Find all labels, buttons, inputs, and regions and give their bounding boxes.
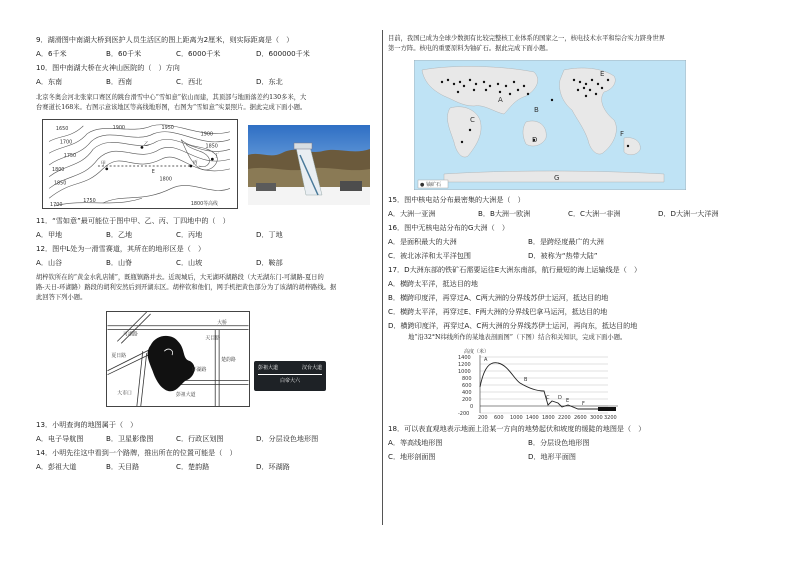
option-c: C．山坡 [176, 258, 203, 267]
contour-map [42, 119, 238, 209]
option-a: A．大洲一亚洲 [388, 209, 436, 218]
profile-letter-f: F [582, 401, 585, 407]
map-letter-e: E [600, 70, 605, 78]
x-tick: 600 [494, 415, 504, 421]
road-sign-left: 彭祖大道 [258, 365, 279, 371]
map-label: 大桥 [217, 319, 227, 326]
contour-label: 1850 [205, 143, 218, 150]
option-d: D．鞍部 [256, 258, 283, 267]
option-c: C．6000千米 [176, 49, 221, 58]
option-b: B．乙地 [106, 230, 133, 239]
option-c: C．行政区划图 [176, 434, 224, 443]
option-a: A．彭祖大道 [36, 462, 77, 471]
option-a: A．6千米 [36, 49, 67, 58]
y-tick: 600 [462, 383, 472, 389]
road-sign-right: 汉台大道 [301, 365, 322, 371]
option-a: A．电子导航图 [36, 434, 84, 443]
option-c: C．地形剖面图 [388, 452, 436, 461]
contour-label: 1700 [59, 139, 73, 146]
contour-label: 1750 [63, 153, 77, 160]
figure-row-profile [388, 347, 768, 423]
map-label: 环湖路 [191, 366, 207, 373]
x-tick: 3200 [604, 415, 617, 421]
option-b: B．横跨印度洋，再穿过A、C两大洲的分界线苏伊士运河，抵达目的地 [388, 293, 609, 302]
point-bing [189, 165, 192, 168]
option-b: B．西南 [106, 77, 133, 86]
marker-yi: 乙 [143, 141, 149, 148]
question-18-stem: 18．可以表直观地表示地面上沿某一方向的地势起伏和坡度的缓陡的地图是（ ） [388, 424, 646, 433]
profile-line [480, 363, 608, 409]
question-18-options-row2 [388, 451, 768, 462]
question-16-options-row2 [388, 250, 768, 261]
figure-row-lake [36, 309, 378, 419]
option-b: B．分层设色地形图 [528, 438, 590, 447]
y-tick: 400 [462, 390, 472, 396]
map-label: 大市口 [117, 390, 132, 397]
question-15-stem: 15．图中核电站分布最密集的大洲是（ ） [388, 195, 525, 204]
question-13-options [36, 433, 378, 444]
option-b: B．60千米 [106, 49, 142, 58]
option-b: B．是跨经度最广的大洲 [528, 237, 604, 246]
contour-label: 1800 [159, 176, 172, 183]
marker-ding: 丁 [214, 153, 220, 160]
option-d: D．D大洲一大洋洲 [658, 209, 719, 218]
road-sign-top [258, 364, 322, 372]
y-tick: 1400 [458, 355, 471, 361]
map-label: 夏日路 [111, 353, 127, 360]
question-9-options [36, 48, 378, 59]
contour-label: 1700 [50, 202, 63, 209]
road-sign [254, 361, 326, 391]
right-column [388, 34, 768, 462]
contour-legend: 1800等高线 [190, 201, 218, 208]
option-a: A．是面积最大的大洲 [388, 237, 457, 246]
option-d: D．分层设色地形图 [256, 434, 319, 443]
figure-row-world [388, 60, 768, 194]
map-letter-b: B [534, 106, 539, 114]
map-letter-c: C [470, 116, 475, 124]
profile-letter-c: C [546, 395, 550, 401]
profile-grid [480, 357, 608, 413]
marker-bing: 丙 [192, 160, 198, 166]
map-letter-f: F [620, 130, 625, 138]
option-b: B．B大洲一欧洲 [478, 209, 531, 218]
y-tick: 800 [462, 376, 472, 382]
option-a: A．等高线地形图 [388, 438, 443, 447]
x-tick: 1800 [542, 415, 555, 421]
map-label: 彭祖大道 [176, 392, 196, 399]
x-tick: 1400 [526, 415, 539, 421]
option-d: D．地形平面图 [528, 452, 577, 461]
question-10-stem: 10．图中南湖大桥在火神山医院的（ ）方向 [36, 63, 180, 72]
option-c: C．被北冰洋和太平洋包围 [388, 251, 471, 260]
question-9-stem: 9．湖滑图中南湖大桥到医护人员生活区的图上距离为2厘米，则实际距离是（ ） [36, 35, 294, 44]
option-b: B．天目路 [106, 462, 140, 471]
option-c: C．横跨太平洋，再穿过E、F两大洲的分界线巴拿马运河，抵达目的地 [388, 307, 608, 316]
point-jia [105, 168, 108, 171]
contour-label: 1650 [55, 125, 69, 132]
passage-line: 路-天日-环湖路）路段的胡利安然后到开湖东区。胡梓钦和他们，网手机把黄色部分为了该湖的胡梓路线。据 [36, 284, 337, 291]
passage-line: 第一方阵。核电的重要原料为铀矿石。据此完成下面小题。 [388, 45, 552, 52]
question-18-options [388, 437, 768, 448]
profile-letter-e: E [566, 398, 570, 404]
option-a: A．横跨太平洋，抵达目的地 [388, 279, 478, 288]
x-tick: 2200 [558, 415, 571, 421]
option-d: D．东北 [256, 77, 283, 86]
passage-line: 台赛道长168米。右图示意该地区等高线地形图，右图为“雪如意”实景照片。据此完成下面小题。 [36, 104, 307, 111]
question-14-options [36, 461, 378, 472]
road-sign-bottom: 白帝大六 [279, 378, 300, 384]
figure-row-contour [36, 117, 378, 215]
question-12-options [36, 257, 378, 268]
option-a: A．东南 [36, 77, 63, 86]
point-ding [211, 158, 214, 161]
map-label: 楚韵路 [221, 356, 236, 363]
question-11-options [36, 229, 378, 240]
option-c: C．C大洲一非洲 [568, 209, 621, 218]
column-divider [382, 30, 383, 525]
passage-lake-route [36, 273, 378, 303]
y-tick: 1200 [458, 362, 471, 368]
question-13-stem: 13．小明查询的地图属于（ ） [36, 420, 138, 429]
contour-label: 1800 [52, 166, 65, 173]
point-yi [141, 146, 144, 149]
y-tick: 0 [470, 404, 474, 410]
question-11-stem: 11．“雪如意”最可能位于图中甲、乙、丙、丁四地中的（ ） [36, 216, 230, 225]
option-c: C．丙地 [176, 230, 203, 239]
question-17-stem: 17．D大洲东部的铁矿石需要运往E大洲东南部，航行最短的海上运输线是（ ） [388, 265, 642, 274]
option-a: A．甲地 [36, 230, 63, 239]
profile-letter-b: B [524, 377, 528, 383]
option-d: D．600000千米 [256, 49, 310, 58]
y-tick: -200 [458, 411, 470, 417]
passage-profile: 地“沿32°N纬线所作的某地表剖面图”（下图）结合和关知识，完成下面小题。 [408, 334, 627, 341]
map-label: 可湖路 [123, 331, 138, 338]
map-letter-g: G [554, 174, 560, 182]
map-letter-a: A [498, 96, 503, 104]
contour-label: 1850 [53, 180, 67, 187]
map-label: 天目路 [205, 335, 221, 342]
x-tick: 200 [478, 415, 488, 421]
question-12-stem: 12．图中L处为一滑雪赛道，其所在的地形区是（ ） [36, 244, 206, 253]
passage-line: 北京冬奥会河北张家口赛区的跳台滑雪中心“雪如意”依山而建，其顶部与地面落差约130多米，大 [36, 94, 307, 101]
ski-jump-photo [248, 125, 370, 205]
x-tick: 3000 [590, 415, 603, 421]
y-tick: 1000 [458, 369, 471, 375]
question-16-options [388, 236, 768, 247]
left-column [36, 34, 378, 472]
contour-label: 1950 [161, 124, 174, 131]
x-tick: 1000 [510, 415, 523, 421]
question-10-options [36, 76, 378, 87]
y-tick: 200 [462, 397, 472, 403]
contour-label: 1900 [112, 124, 126, 131]
option-d: D．横跨印度洋，再穿过A、C两大洲的分界线苏伊士运河，再向东，抵达目的地 [388, 321, 638, 330]
x-tick: 2600 [574, 415, 587, 421]
passage-line: 目前，我国已成为全球少数拥有比较完整核工业体系的国家之一，核电技术水平和综合实力跻身世界 [388, 35, 666, 42]
passage-line: 此回答下列小题。 [36, 294, 87, 301]
world-map [414, 60, 686, 190]
profile-chart [458, 347, 628, 421]
passage-nuclear [388, 34, 768, 54]
option-a: A．山谷 [36, 258, 63, 267]
contour-label: 1750 [83, 198, 96, 205]
option-b: B．卫星影像图 [106, 434, 154, 443]
profile-letter-d: D [558, 395, 562, 401]
profile-title: 高度（米） [464, 349, 490, 355]
option-c: C．西北 [176, 77, 203, 86]
option-b: B．山脊 [106, 258, 133, 267]
lake-map [106, 311, 250, 407]
passage-line: 胡梓钦所在的“黄金水乳店铺”，既瓶镇路并去。近现城后，大无湖环湖路段（大无湖东门-可湖路-夏日的 [36, 274, 324, 281]
question-15-options [388, 208, 768, 219]
question-14-stem: 14．小明先往这中看到一个路牌，推出所在的位置可能是（ ） [36, 448, 237, 457]
profile-letter-a: A [484, 357, 488, 363]
marker-jia: 甲 [100, 160, 106, 167]
marker-e: E [151, 168, 155, 175]
map-letter-d: D [532, 136, 538, 144]
map-legend: ● 铀矿石 [420, 182, 441, 188]
option-c: C．楚韵路 [176, 462, 210, 471]
option-d: D．丁地 [256, 230, 283, 239]
contour-label: 1900 [200, 131, 214, 138]
question-16-stem: 16．图中无核电站分布的G大洲（ ） [388, 223, 509, 232]
option-d: D．环湖路 [256, 462, 290, 471]
option-d: D．被称为“热带大陆” [528, 251, 598, 260]
passage-snow-ruyi [36, 93, 378, 113]
